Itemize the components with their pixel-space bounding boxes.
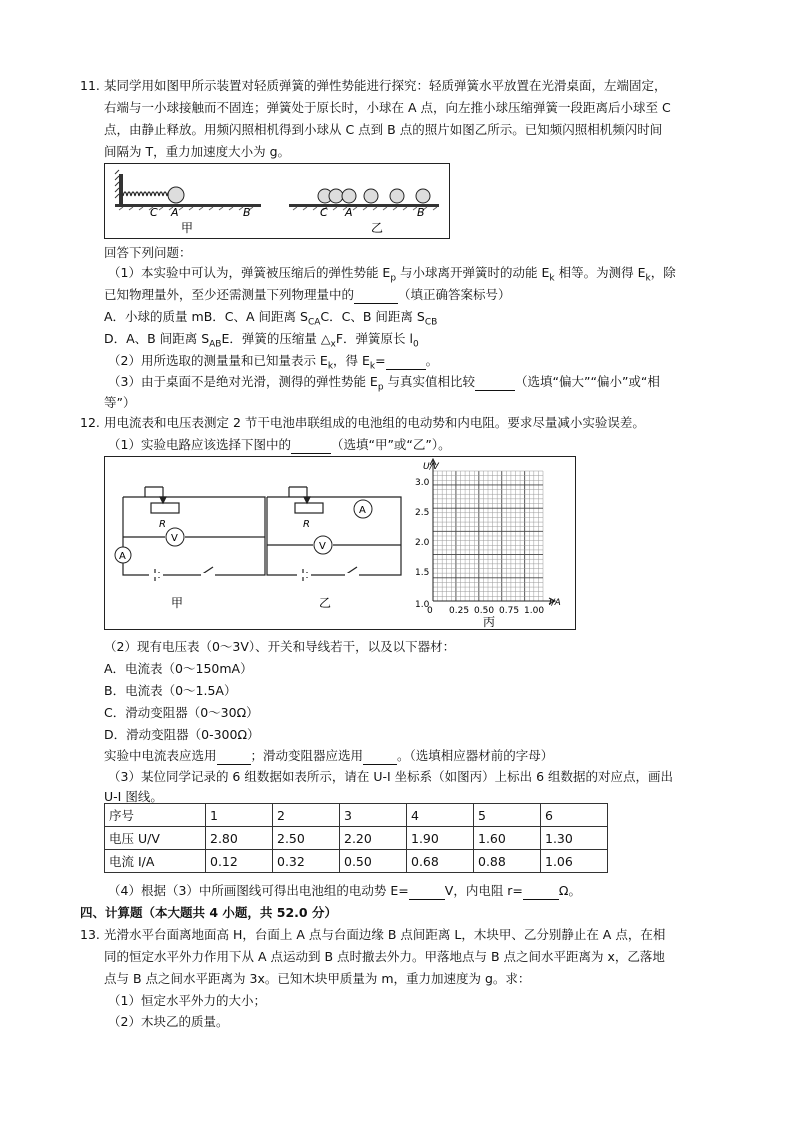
q12-ammeter-answer-blank[interactable] [217,747,251,765]
q12-equipment-d: D．滑动变阻器（0-300Ω） [104,727,260,742]
voltmeter-yi-label: V [319,541,326,552]
y-tick-label: 1.5 [415,568,430,578]
section-4-title: 四、计算题（本大题共 4 小题，共 52.0 分） [80,905,337,920]
q12-sub2-intro: （2）现有电压表（0～3V）、开关和导线若干，以及以下器材： [104,639,456,654]
table-row: 电流 I/A 0.12 0.32 0.50 0.68 0.88 1.06 [105,850,608,873]
q11-sub2-answer-blank[interactable] [386,352,426,370]
q12-sub1-answer-blank[interactable] [291,436,331,454]
q12-stem: 用电流表和电压表测定 2 节干电池串联组成的电池组的电动势和内电阻。要求尽量减小实验误差。 [104,415,645,430]
y-tick-label: 1.0 [415,600,430,610]
fixed-wall [119,174,123,204]
q13-sub1: （1）恒定水平外力的大小； [108,993,266,1008]
row-label-voltage: 电压 U/V [105,827,206,850]
x-tick-label: 0 [427,606,433,616]
q11-sub1-line1: （1）本实验中可认为，弹簧被压缩后的弹性势能 $E_p$ 与小球离开弹簧时的动能 $E_k$ 相等。为测得 $E_k$，除 [108,265,676,284]
q11-stem-line-1: 某同学用如图甲所示装置对轻质弹簧的弹性势能进行探究：轻质弹簧水平放置在光滑桌面，左端固定， [104,78,667,93]
q11-sub2: （2）用所选取的测量量和已知量表示 $E_k$，得 $E_k=$ 。 [108,353,439,372]
q12-equipment-b: B．电流表（0～1.5A） [104,683,237,698]
q11-spring-figure [104,163,450,239]
q12-resistance-answer-blank[interactable] [523,882,559,900]
label-b-jia: B [243,206,251,219]
x-tick-label: 1.00 [524,606,545,616]
battery-switch-yi [297,567,359,581]
y-tick-label: 3.0 [415,478,430,488]
y-axis-label: U/V [423,462,439,472]
label-jia: 甲 [181,221,194,235]
q11-sub3: （3）由于桌面不是绝对光滑，测得的弹性势能 $E_p$ 与真实值相比较 （选填“偏大”“偏小”或“相 [108,374,660,393]
circuit-yi [267,487,401,575]
spring-apparatus-diagram [105,164,449,238]
q12-circuit-and-graph-figure [104,456,576,630]
q13-number: 13. [80,927,100,942]
q12-equipment-a: A．电流表（0～150mA） [104,661,253,676]
strobe-balls [318,189,430,203]
q11-options-line2: D．A、B 间距离 $S_{AB}E$．弹簧的压缩量 $\triangle_xF$．弹簧原长 $l_0$ [104,331,419,350]
ammeter-jia-label: A [119,551,126,562]
q12-sub3-line2: U-I 图线。 [104,789,163,804]
row-label-current: 电流 I/A [105,850,206,873]
x-tick-label: 0.25 [449,606,470,616]
q11-stem-line-4: 间隔为 T，重力加速度大小为 g。 [104,144,291,159]
label-yi: 乙 [371,221,384,235]
q11-sub1-answer-blank[interactable] [354,286,398,304]
q11-sub1-line2: 已知物理量外，至少还需测量下列物理量中的 （填正确答案标号） [104,287,511,302]
q13-stem-line-3: 点与 B 点之间水平距离为 3x。已知木块甲质量为 m，重力加速度为 g。求： [104,971,531,986]
rheostat-jia-label: R [159,519,166,530]
table-row: 序号 1 2 3 4 5 6 [105,804,608,827]
ui-coordinate-grid[interactable] [430,459,555,604]
table-surface-jia [115,204,261,207]
x-axis-label: I/A [549,598,561,608]
q11-stem-line-3: 点，由静止释放。用频闪照相机得到小球从 C 点到 B 点的照片如图乙所示。已知频闪照相机频闪时间 [104,122,663,137]
ammeter-yi-label: A [359,505,366,516]
q13-sub2: （2）木块乙的质量。 [108,1014,229,1029]
label-b-yi: B [417,206,425,219]
label-c-jia: C [150,206,158,219]
ball [168,187,184,203]
q13-stem-line-2: 同的恒定水平外力作用下从 A 点运动到 B 点时撤去外力。甲落地点与 B 点之间水平距离为 x，乙落地 [104,949,665,964]
q11-stem-line-2: 右端与一小球接触而不固连；弹簧处于原长时，小球在 A 点，向左推小球压缩弹簧一段距离后小球至 C [104,100,671,115]
q11-options-line1: A．小球的质量 mB．C、A 间距离 $S_{CA}C$．C、B 间距离 $S_{CB}$ [104,309,438,328]
q12-sub1: （1）实验电路应该选择下图中的 （选填“甲”或“乙”）。 [108,437,451,452]
x-tick-label: 0.75 [499,606,520,616]
label-c-yi: C [320,206,328,219]
q12-sub3-line1: （3）某位同学记录的 6 组数据如表所示，请在 U-I 坐标系（如图丙）上标出 6 组数据的对应点，画出 [108,769,674,784]
q12-number: 12. [80,415,100,430]
table-row: 电压 U/V 2.80 2.50 2.20 1.90 1.60 1.30 [105,827,608,850]
graph-bing-label: 丙 [483,615,496,629]
circuits-and-ui-grid [105,457,575,629]
circuit-yi-label: 乙 [319,596,332,610]
q11-number: 11. [80,78,100,93]
q12-equipment-c: C．滑动变阻器（0～30Ω） [104,705,259,720]
q13-stem-line-1: 光滑水平台面离地面高 H，台面上 A 点与台面边缘 B 点间距离 L，木块甲、乙分别静止在 A 点，在相 [104,927,666,942]
spring [123,192,171,196]
q12-sub4: （4）根据（3）中所画图线可得出电池组的电动势 E= V，内电阻 r= Ω。 [108,883,581,898]
q11-sub3-answer-blank[interactable] [475,373,515,391]
q12-rheostat-answer-blank[interactable] [363,747,397,765]
q12-emf-answer-blank[interactable] [409,882,445,900]
q11-sub3-line2: 等”） [104,395,136,410]
circuit-jia [123,487,265,575]
y-tick-label: 2.0 [415,538,430,548]
row-label-index: 序号 [105,804,206,827]
battery-switch-jia [149,567,215,581]
circuit-jia-label: 甲 [171,596,184,610]
label-a-jia: A [171,206,179,219]
rheostat-yi-label: R [303,519,310,530]
voltmeter-jia-label: V [171,533,178,544]
q12-data-table [104,803,608,873]
x-tick-label: 0.50 [474,606,495,616]
y-tick-label: 2.5 [415,508,430,518]
label-a-yi: A [345,206,353,219]
q12-sub2-ask: 实验中电流表应选用 ；滑动变阻器应选用 。（选填相应器材前的字母） [104,748,554,763]
q11-answer-intro: 回答下列问题： [104,245,192,260]
